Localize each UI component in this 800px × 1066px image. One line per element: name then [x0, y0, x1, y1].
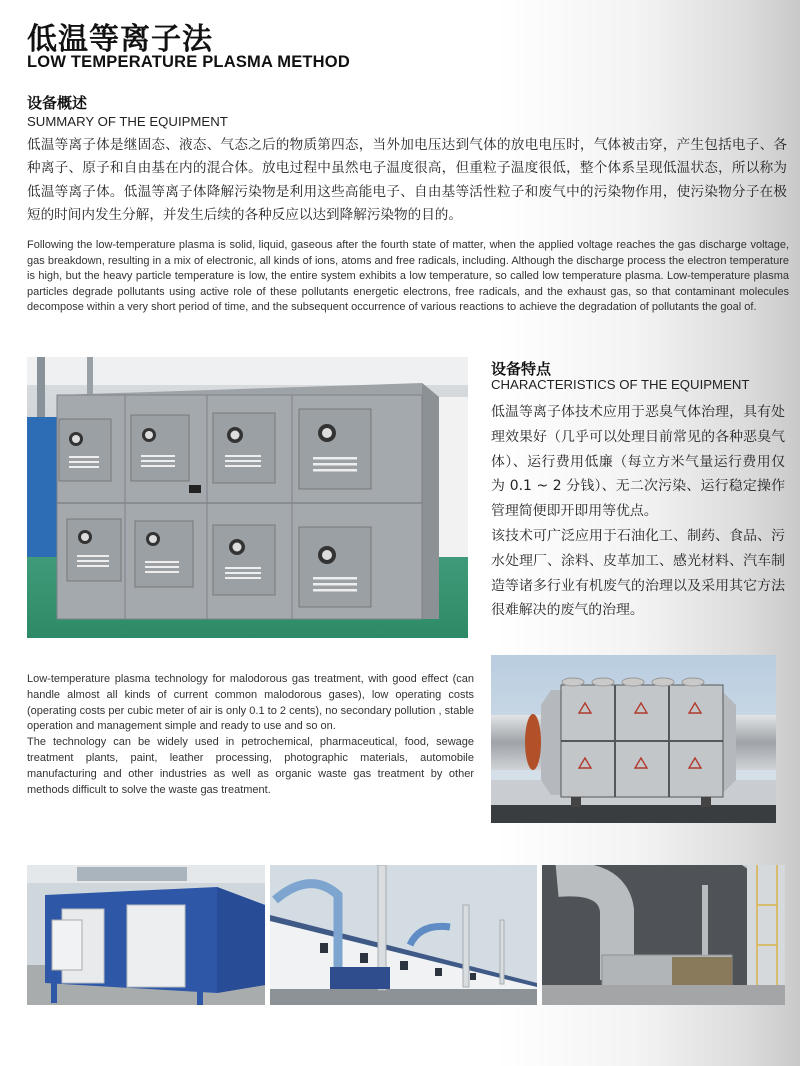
summary-body-en: Following the low-temperature plasma is solid, liquid, gaseous after the fourth state of matter, when the applied voltage reaches the gas discharge voltage, gas breakdown, resulting in a mix of electronic, all kinds of ions, atoms and free radicals, including. Although the discharge process the electron temperature is high, but the heavy particle temperature is low, the entire system exhibits a low temperature, so called low temperature plasma. Low-temperature plasma particles degrade pollutants using active role of these pollutants energetic electrons, free radicals, and the exhaust gas, so that contaminant molecules decompose within a very short period of time, and the subsequent occurrence of various reactions to achieve the degradation of pollutants the goal of.	[27, 239, 789, 314]
characteristics-body-en-2: The technology can be widely used in petrochemical, pharmaceutical, food, sewage treatment plants, paint, leather processing, photographic materials, automobile manufacturing and other industries as well as organic waste gas treatment by other methods difficult to solve the waste gas treatment.	[27, 736, 474, 796]
characteristics-body-cn-2: 该技术可广泛应用于石油化工、制药、食品、污水处理厂、涂料、皮革加工、感光材料、汽车制造等诸多行业有机废气的治理以及采用其它方法很难解决的废气的治理。	[491, 527, 785, 619]
characteristics-heading-en: CHARACTERISTICS OF THE EQUIPMENT	[491, 377, 750, 392]
photo-factory-stacks	[270, 865, 537, 1005]
photo-duct-system	[542, 865, 785, 1005]
rooftop-unit-illustration	[491, 655, 776, 823]
characteristics-heading-cn: 设备特点	[491, 360, 552, 378]
photo-blue-treatment-box	[27, 865, 265, 1005]
factory-stacks-illustration	[270, 865, 537, 1005]
characteristics-body-cn-1: 低温等离子体技术应用于恶臭气体治理，具有处理效果好（几乎可以处理目前常见的各种恶臭气体）、运行费用低廉（每立方米气量运行费用仅为 0.1 ~ 2 分钱）、无二次污染、运行稳定操作管理简便即开即用等优点。	[491, 404, 785, 520]
page-title-cn: 低温等离子法	[27, 22, 213, 57]
characteristics-body-cn	[491, 400, 785, 623]
photo-plasma-cabinet	[27, 357, 468, 638]
characteristics-body-en	[27, 672, 474, 798]
summary-heading-cn: 设备概述	[27, 94, 88, 112]
plasma-cabinet-illustration	[27, 357, 468, 638]
duct-system-illustration	[542, 865, 785, 1005]
photo-rooftop-unit	[491, 655, 776, 823]
characteristics-body-en-1: Low-temperature plasma technology for malodorous gas treatment, with good effect (can handle almost all kinds of current common malodorous gases), low operating costs (operating costs per cubic meter of air is only 0.1 to 2 cents), no secondary pollution , stable operation and management simple and ready to use and so on.	[27, 673, 474, 733]
blue-box-illustration	[27, 865, 265, 1005]
summary-body-cn: 低温等离子体是继固态、液态、气态之后的物质第四态，当外加电压达到气体的放电电压时，气体被击穿，产生包括电子、各种离子、原子和自由基在内的混合体。放电过程中虽然电子温度很高，但重粒子温度很低，整个体系呈现低温状态，所以称为低温等离子体。低温等离子体降解污染物是利用这些高能电子、自由基等活性粒子和废气中的污染物作用，使污染物分子在极短的时间内发生分解，并发生后续的各种反应以达到降解污染物的目的。	[27, 137, 787, 223]
page-title-en: LOW TEMPERATURE PLASMA METHOD	[27, 53, 350, 71]
summary-heading-en: SUMMARY OF THE EQUIPMENT	[27, 114, 228, 129]
